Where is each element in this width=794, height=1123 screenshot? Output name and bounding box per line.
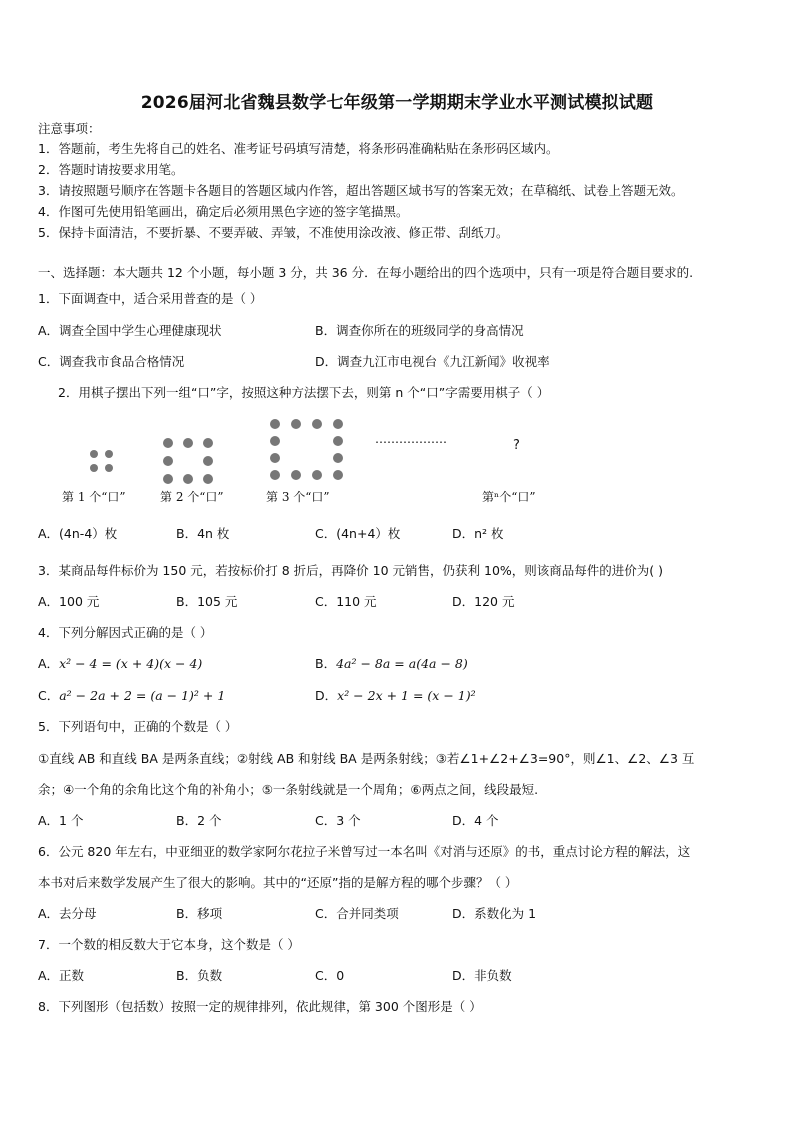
piece-dot bbox=[105, 464, 113, 472]
q4-option-a-expr: x² − 4 = (x + 4)(x − 4) bbox=[59, 656, 203, 671]
q6-option-a: A．去分母 bbox=[38, 906, 97, 921]
piece-dot bbox=[90, 464, 98, 472]
piece-dot bbox=[291, 470, 301, 480]
q4-stem: 4．下列分解因式正确的是（ ） bbox=[38, 625, 213, 640]
q1-stem: 1．下面调查中，适合采用普查的是（ ） bbox=[38, 291, 263, 306]
q8-stem: 8．下列图形（包括数）按照一定的规律排列，依此规律，第 300 个图形是（ ） bbox=[38, 999, 482, 1014]
q2-option-d: D．n² 枚 bbox=[452, 526, 504, 541]
q3-option-a: A．100 元 bbox=[38, 594, 100, 609]
piece-dot bbox=[105, 450, 113, 458]
piece-dot bbox=[203, 438, 213, 448]
q7-option-a: A．正数 bbox=[38, 968, 85, 983]
q1-option-a: A．调查全国中学生心理健康现状 bbox=[38, 323, 222, 338]
notice-item-1: 1．答题前，考生先将自己的姓名、准考证号码填写清楚，将条形码准确粘贴在条形码区域内。 bbox=[38, 141, 559, 156]
q5-option-a: A．1 个 bbox=[38, 813, 84, 828]
q6-option-c: C．合并同类项 bbox=[315, 906, 399, 921]
piece-dot bbox=[312, 470, 322, 480]
q7-option-d: D．非负数 bbox=[452, 968, 512, 983]
q4-option-b-label: B． bbox=[315, 656, 337, 671]
q4-option-c bbox=[38, 688, 225, 704]
figure-label-n: 第ⁿ个“口” bbox=[482, 490, 536, 504]
figure-label-3: 第 3 个“口” bbox=[266, 490, 330, 504]
q3-stem: 3．某商品每件标价为 150 元，若按标价打 8 折后，再降价 10 元销售，仍获利 10%，则该商品每件的进价为( ) bbox=[38, 563, 663, 578]
figure-ellipsis: ……………… bbox=[375, 432, 447, 446]
q5-option-d: D．4 个 bbox=[452, 813, 499, 828]
q5-option-b: B．2 个 bbox=[176, 813, 222, 828]
q2-figure bbox=[60, 414, 560, 510]
q7-option-b: B．负数 bbox=[176, 968, 223, 983]
q4-option-d-label: D． bbox=[315, 688, 338, 703]
figure-label-1: 第 1 个“口” bbox=[62, 490, 126, 504]
q5-text-line-2: 余；④一个角的余角比这个角的补角小；⑤一条射线就是一个周角；⑥两点之间，线段最短. bbox=[38, 782, 539, 797]
q2-option-a: A．(4n-4）枚 bbox=[38, 526, 118, 541]
q5-text-line-1: ①直线 AB 和直线 BA 是两条直线；②射线 AB 和射线 BA 是两条射线；③若∠1+∠2+∠3=90°，则∠1、∠2、∠3 互 bbox=[38, 751, 695, 766]
q4-option-a bbox=[38, 656, 202, 672]
piece-dot bbox=[270, 453, 280, 463]
q2-option-c: C．(4n+4）枚 bbox=[315, 526, 401, 541]
piece-dot bbox=[203, 456, 213, 466]
notice-item-5: 5．保持卡面清洁，不要折暴、不要弄破、弄皱，不准使用涂改液、修正带、刮纸刀。 bbox=[38, 225, 509, 240]
figure-question-mark: ? bbox=[513, 438, 520, 453]
q6-option-b: B．移项 bbox=[176, 906, 223, 921]
piece-dot bbox=[163, 456, 173, 466]
piece-dot bbox=[333, 419, 343, 429]
q3-option-b: B．105 元 bbox=[176, 594, 238, 609]
piece-dot bbox=[183, 438, 193, 448]
section-heading: 一、选择题：本大题共 12 个小题，每小题 3 分，共 36 分．在每小题给出的四个选项中，只有一项是符合题目要求的. bbox=[38, 265, 694, 280]
figure-label-2: 第 2 个“口” bbox=[160, 490, 224, 504]
piece-dot bbox=[270, 470, 280, 480]
notice-item-3: 3．请按照题号顺序在答题卡各题目的答题区域内作答，超出答题区域书写的答案无效；在草稿纸、试卷上答题无效。 bbox=[38, 183, 684, 198]
notice-heading: 注意事项： bbox=[38, 121, 101, 136]
q6-option-d: D．系数化为 1 bbox=[452, 906, 537, 921]
q5-option-c: C．3 个 bbox=[315, 813, 361, 828]
piece-dot bbox=[333, 453, 343, 463]
q2-stem: 2．用棋子摆出下列一组“口”字，按照这种方法摆下去，则第 n 个“口”字需要用棋子（ ） bbox=[58, 385, 550, 400]
q4-option-d-expr: x² − 2x + 1 = (x − 1)² bbox=[337, 688, 476, 703]
piece-dot bbox=[90, 450, 98, 458]
q1-option-b: B．调查你所在的班级同学的身高情况 bbox=[315, 323, 524, 338]
q6-text-line-2: 本书对后来数学发展产生了很大的影响。其中的“还原”指的是解方程的哪个步骤？（ ） bbox=[38, 875, 518, 890]
q4-option-d bbox=[315, 688, 476, 704]
q6-text-line-1: 6．公元 820 年左右，中亚细亚的数学家阿尔花拉子米曾写过一本名叫《对消与还原》的书，重点讨论方程的解法，这 bbox=[38, 844, 691, 859]
piece-dot bbox=[270, 436, 280, 446]
piece-dot bbox=[163, 474, 173, 484]
piece-dot bbox=[270, 419, 280, 429]
piece-dot bbox=[183, 474, 193, 484]
q4-option-b-expr: 4a² − 8a = a(4a − 8) bbox=[336, 656, 468, 671]
piece-dot bbox=[333, 436, 343, 446]
piece-dot bbox=[163, 438, 173, 448]
piece-dot bbox=[203, 474, 213, 484]
q3-option-d: D．120 元 bbox=[452, 594, 515, 609]
q7-option-c: C．0 bbox=[315, 968, 345, 983]
q2-option-b: B．4n 枚 bbox=[176, 526, 230, 541]
q4-option-b bbox=[315, 656, 468, 672]
notice-item-4: 4．作图可先使用铅笔画出，确定后必须用黑色字迹的签字笔描黑。 bbox=[38, 204, 409, 219]
piece-dot bbox=[312, 419, 322, 429]
q7-stem: 7．一个数的相反数大于它本身，这个数是（ ） bbox=[38, 937, 300, 952]
q1-option-c: C．调查我市食品合格情况 bbox=[38, 354, 185, 369]
piece-dot bbox=[333, 470, 343, 480]
piece-dot bbox=[291, 419, 301, 429]
q4-option-c-label: C． bbox=[38, 688, 60, 703]
q4-option-c-expr: a² − 2a + 2 = (a − 1)² + 1 bbox=[59, 688, 226, 703]
q4-option-a-label: A． bbox=[38, 656, 60, 671]
notice-item-2: 2．答题时请按要求用笔。 bbox=[38, 162, 184, 177]
q5-stem: 5．下列语句中，正确的个数是（ ） bbox=[38, 719, 238, 734]
page-title: 2026届河北省魏县数学七年级第一学期期末学业水平测试模拟试题 bbox=[140, 93, 654, 113]
q1-option-d: D．调查九江市电视台《九江新闻》收视率 bbox=[315, 354, 550, 369]
q3-option-c: C．110 元 bbox=[315, 594, 377, 609]
